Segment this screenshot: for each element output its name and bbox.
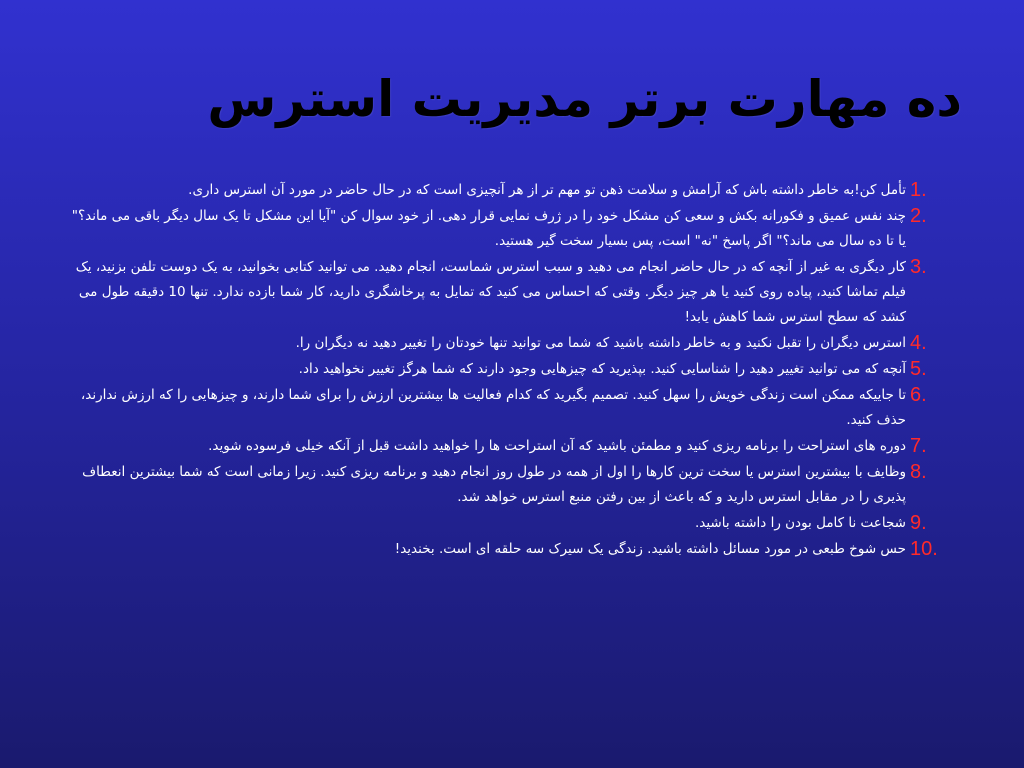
- list-item-text: شجاعت نا كامل بودن را داشته باشيد.: [694, 515, 906, 531]
- list-item-text: آنچه كه می توانيد تغيير دهيد را شناسايی كنيد. بپذيريد كه چيزهايی وجود دارند كه شما هرگز تغيير نخواهيد داد.: [298, 361, 906, 377]
- list-item-text: حس شوخ طبعی در مورد مسائل داشته باشيد. زندگی يک سيرک سه حلقه ای است. بخنديد!: [394, 541, 906, 557]
- list-item-number: 3.: [910, 256, 927, 278]
- list-item-number: 7.: [910, 435, 927, 457]
- list-item: [61, 204, 966, 254]
- list-item: [61, 383, 966, 433]
- list-item: [61, 255, 966, 330]
- list-item-number: 9.: [910, 512, 927, 534]
- list-item: [61, 178, 966, 203]
- list-item-number: 4.: [910, 332, 927, 354]
- slide-title: ده مهارت برتر مديريت استرس: [207, 70, 962, 128]
- list-item: [61, 434, 966, 459]
- list-item-text: استرس ديگران را تقبل نكنيد و به خاطر داشته باشيد كه شما می توانيد تنها خودتان را تغيير دهيد نه ديگران را.: [295, 335, 906, 351]
- list-item-number: 1.: [910, 179, 927, 201]
- list-item-number: 10.: [910, 538, 938, 560]
- list-item-text: چند نفس عميق و فكورانه بكش و سعی كن مشكل خود را در ژرف نمايی قرار دهی. از خود سوال كن "آيا اين مشكل تا يک سال ديگر باقی می ماند؟" يا تا ده سال می ماند؟" اگر پاسخ "نه" است، پس بسيار سخت گير هستيد.: [71, 208, 906, 249]
- list-item: [61, 511, 966, 536]
- list-item-number: 2.: [910, 205, 927, 227]
- list-item-text: تا جاييكه ممكن است زندگی خويش را سهل كنيد. تصميم بگيريد كه كدام فعاليت ها بيشترين ارزش را برای شما دارند، و چيزهايی را كه ارزش ندارند، حذف كنيد.: [80, 387, 906, 428]
- list-item-number: 6.: [910, 384, 927, 406]
- list-item: [61, 331, 966, 356]
- list-item-text: كار ديگری به غير از آنچه كه در حال حاضر انجام می دهيد و سبب استرس شماست، انجام دهيد. می توانيد كتابی بخوانيد، به يک دوست تلفن بزنيد، يک فيلم تماشا كنيد، پياده روی كنيد يا هر چيز ديگر. وقتی كه احساس می كنيد كه تمايل به پرخاشگری داريد، كار شما بازده ندارد. تنها 10 دقيقه طول می كشد كه سطح استرس شما كاهش يابد!: [75, 259, 906, 325]
- tips-list: [61, 178, 966, 563]
- list-item: [61, 460, 966, 510]
- list-item-number: 5.: [910, 358, 927, 380]
- list-item-text: تأمل كن!به خاطر داشته باش كه آرامش و سلامت ذهن تو مهم تر از هر آنچيزی است كه در حال حاضر در مورد آن استرس داری.: [188, 182, 906, 198]
- list-item-text: وظايف با بيشترين استرس يا سخت ترين كارها را اول از همه در طول روز انجام دهيد و برنامه ريزی كنيد. زيرا زمانی است كه شما بيشترين انعطاف پذيری را در مقابل استرس داريد و كه باعث از بين رفتن منبع استرس خواهد شد.: [82, 464, 906, 505]
- list-item-text: دوره های استراحت را برنامه ريزی كنيد و مطمئن باشيد كه آن استراحت ها را خواهيد داشت قبل از آنكه خيلی فرسوده شويد.: [208, 438, 906, 454]
- list-item: [61, 537, 966, 562]
- list-item-number: 8.: [910, 461, 927, 483]
- list-item: [61, 357, 966, 382]
